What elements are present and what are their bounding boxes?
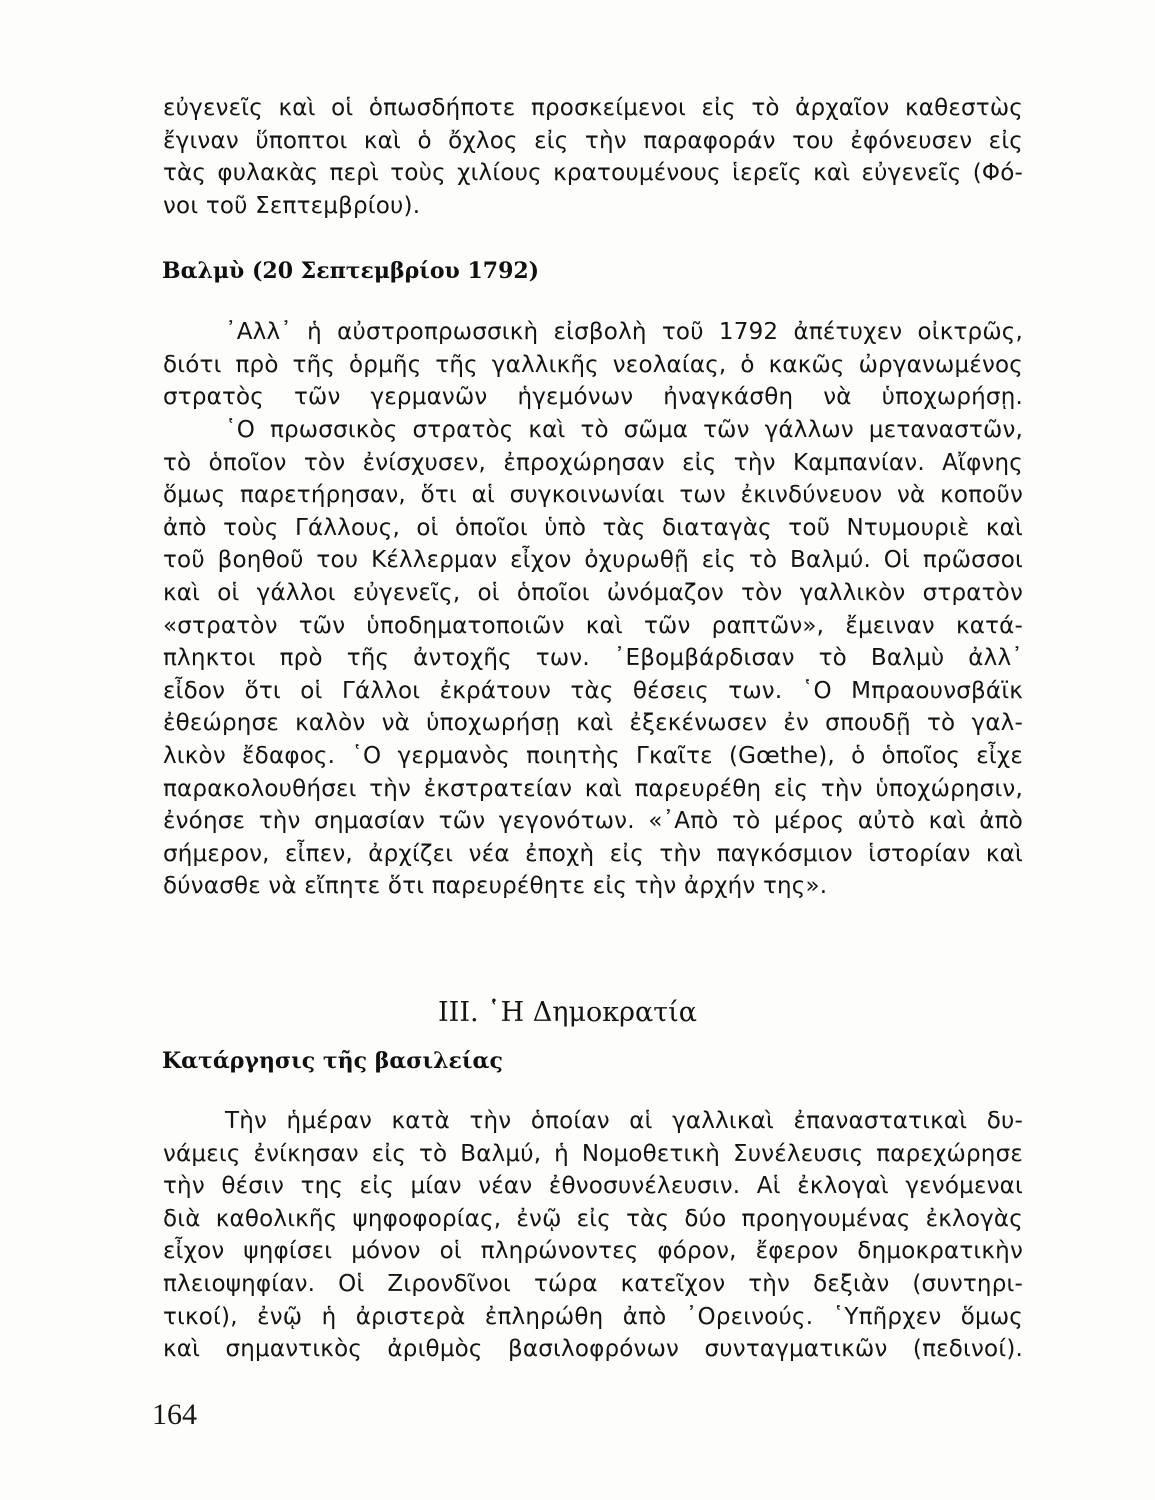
text-line: τὴν θέσιν της εἰς μίαν νέαν ἐθνοσυνέλευσιν. Αἱ ἐκλογαὶ γενόμεναι bbox=[163, 1173, 1023, 1200]
text-line: εὐγενεῖς καὶ οἱ ὁπωσδήποτε προσκείμενοι εἰς τὸ ἀρχαῖον καθεστὼς bbox=[163, 95, 1023, 121]
text-line: καὶ σημαντικὸς ἀριθμὸς βασιλοφρόνων συνταγματικῶν (πεδινοί). bbox=[163, 1336, 1023, 1363]
paragraph-1 bbox=[163, 92, 1023, 222]
text-line: ἐνόησε τὴν σημασίαν τῶν γεγονότων. «᾿Απὸ τὸ μέρος αὐτὸ καὶ ἀπὸ bbox=[163, 808, 1023, 835]
text-line: ᾿Αλλ᾿ ἡ αὐστροπρωσσικὴ εἰσβολὴ τοῦ 1792 ἀπέτυχεν οἰκτρῶς, bbox=[225, 319, 1023, 345]
text-line: τὸ ὁποῖον τὸν ἐνίσχυσεν, ἐπροχώρησαν εἰς τὴν Καμπανίαν. Αἴφνης bbox=[163, 449, 1023, 476]
text-line: διότι πρὸ τῆς ὁρμῆς τῆς γαλλικῆς νεολαίας, ὁ κακῶς ὠργανωμένος bbox=[163, 351, 1023, 378]
text-line: «στρατὸν τῶν ὑποδηματοποιῶν καὶ τῶν ραπτῶν», ἔμειναν κατά- bbox=[163, 612, 1023, 639]
text-line: τὰς φυλακὰς περὶ τοὺς χιλίους κρατουμένους ἱερεῖς καὶ εὐγενεῖς (Φό- bbox=[163, 160, 1023, 187]
page-number: 164 bbox=[152, 1398, 197, 1431]
text-line: ῾Ο πρωσσικὸς στρατὸς καὶ τὸ σῶμα τῶν γάλλων μεταναστῶν, bbox=[225, 417, 1023, 443]
text-line: τικοί), ἐνῷ ἡ ἀριστερὰ ἐπληρώθη ἀπὸ ᾿Ορεινούς. ῾Υπῆρχεν ὅμως bbox=[163, 1303, 1023, 1330]
paragraph-4 bbox=[163, 1105, 1023, 1366]
paragraph-3 bbox=[163, 414, 1023, 903]
text-line: ἐθεώρησε καλὸν νὰ ὑποχωρήσῃ καὶ ἐξεκένωσεν ἐν σπουδῇ τὸ γαλ- bbox=[163, 710, 1023, 737]
text-line: ἔγιναν ὕποπτοι καὶ ὁ ὄχλος εἰς τὴν παραφοράν του ἐφόνευσεν εἰς bbox=[163, 127, 1023, 154]
text-line: παρακολουθήσει τὴν ἐκστρατείαν καὶ παρευρέθη εἰς τὴν ὑποχώρησιν, bbox=[163, 775, 1023, 802]
text-line: καὶ οἱ γάλλοι εὐγενεῖς, οἱ ὁποῖοι ὠνόμαζον τὸν γαλλικὸν στρατὸν bbox=[163, 579, 1023, 606]
text-line: εἶχον ψηφίσει μόνον οἱ πληρώνοντες φόρον, ἔφερον δημοκρατικὴν bbox=[163, 1238, 1023, 1265]
text-line: σήμερον, εἶπεν, ἀρχίζει νέα ἐποχὴ εἰς τὴν παγκόσμιον ἱστορίαν καὶ bbox=[163, 840, 1023, 867]
text-line: εἶδον ὅτι οἱ Γάλλοι ἐκράτουν τὰς θέσεις των. ῾Ο Μπραουνσβάϊκ bbox=[163, 677, 1023, 704]
section-title: III. ῾Η Δημοκρατία bbox=[438, 997, 698, 1028]
text-line: τοῦ βοηθοῦ του Κέλλερμαν εἶχον ὀχυρωθῇ εἰς τὸ Βαλμύ. Οἱ πρῶσσοι bbox=[163, 547, 1023, 574]
text-line: δύνασθε νὰ εἴπητε ὅτι παρευρέθητε εἰς τὴν ἀρχήν της». bbox=[163, 873, 828, 900]
text-line: νάμεις ἐνίκησαν εἰς τὸ Βαλμύ, ἡ Νομοθετικὴ Συνέλευσις παρεχώρησε bbox=[163, 1140, 1023, 1167]
text-line: λικὸν ἔδαφος. ῾Ο γερμανὸς ποιητὴς Γκαῖτε (Gœthe), ὁ ὁποῖος εἶχε bbox=[163, 742, 1023, 769]
text-line: διὰ καθολικῆς ψηφοφορίας, ἐνῷ εἰς τὰς δύο προηγουμένας ἐκλογὰς bbox=[163, 1205, 1023, 1232]
text-line: ἀπὸ τοὺς Γάλλους, οἱ ὁποῖοι ὑπὸ τὰς διαταγὰς τοῦ Ντυμουριὲ καὶ bbox=[163, 514, 1023, 541]
text-line: στρατὸς τῶν γερμανῶν ἡγεμόνων ἠναγκάσθη νὰ ὑποχωρήσῃ. bbox=[163, 384, 1023, 411]
text-line: πληκτοι πρὸ τῆς ἀντοχῆς των. ᾿Εβομβάρδισαν τὸ Βαλμὺ ἀλλ᾿ bbox=[163, 645, 1023, 672]
text-line: ὅμως παρετήρησαν, ὅτι αἱ συγκοινωνίαι των ἐκινδύνευον νὰ κοποῦν bbox=[163, 482, 1023, 509]
text-line: πλειοψηφίαν. Οἱ Ζιρονδῖνοι τώρα κατεῖχον τὴν δεξιὰν (συντηρι- bbox=[163, 1270, 1023, 1297]
paragraph-2 bbox=[163, 316, 1023, 414]
heading-abolition: Κατάργησις τῆς βασιλείας bbox=[162, 1048, 503, 1074]
heading-valmy: Βαλμὺ (20 Σεπτεμβρίου 1792) bbox=[162, 258, 540, 284]
text-line: νοι τοῦ Σεπτεμβρίου). bbox=[163, 192, 421, 219]
text-line: Τὴν ἡμέραν κατὰ τὴν ὁποίαν αἱ γαλλικαὶ ἐπαναστατικαὶ δυ- bbox=[225, 1108, 1023, 1134]
